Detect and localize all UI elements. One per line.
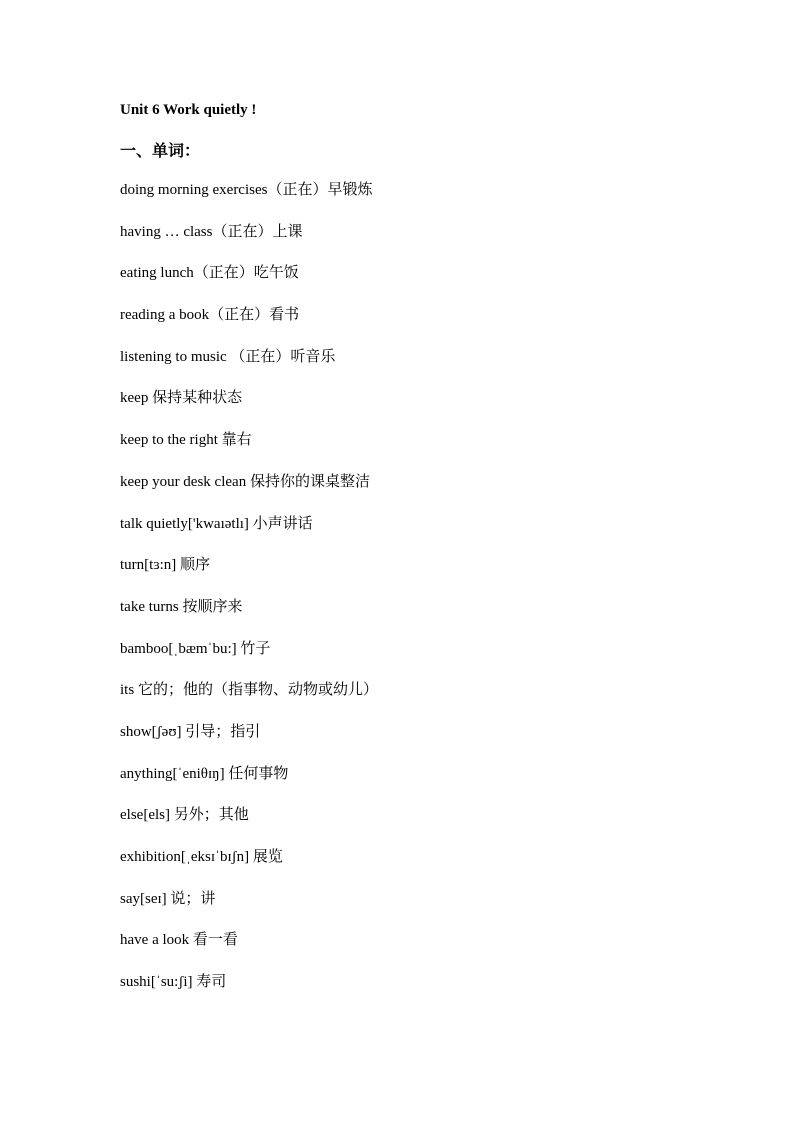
chinese-meaning: 保持某种状态 bbox=[152, 388, 243, 407]
list-item bbox=[120, 554, 378, 596]
english-term: keep bbox=[120, 390, 153, 407]
chinese-meaning: （正在）上课 bbox=[212, 221, 303, 240]
list-item bbox=[120, 971, 378, 1013]
chinese-meaning: （正在）看书 bbox=[209, 305, 300, 324]
list-item bbox=[120, 387, 378, 429]
english-term: listening to music bbox=[120, 348, 231, 365]
vocabulary-list bbox=[120, 179, 378, 1013]
chinese-meaning: 靠右 bbox=[221, 430, 252, 449]
english-term: doing morning exercises bbox=[120, 182, 268, 198]
chinese-meaning: 说；讲 bbox=[170, 888, 216, 907]
chinese-meaning: 小声讲话 bbox=[252, 513, 313, 532]
list-item bbox=[120, 929, 378, 971]
english-term: show[ʃəʊ] bbox=[120, 723, 186, 740]
english-term: keep your desk clean bbox=[120, 473, 250, 490]
chinese-meaning: （正在）早锻炼 bbox=[267, 180, 373, 198]
page-title: Unit 6 Work quietly ! bbox=[120, 102, 257, 118]
english-term: reading a book bbox=[120, 307, 210, 324]
list-item bbox=[120, 221, 378, 263]
list-item bbox=[120, 596, 378, 638]
english-term: turn[tɜ:n] bbox=[120, 557, 181, 574]
list-item bbox=[120, 429, 378, 471]
list-item bbox=[120, 346, 378, 388]
list-item bbox=[120, 513, 378, 555]
english-term: exhibition[ˌeksɪˈbɪʃn] bbox=[120, 849, 253, 865]
chinese-meaning: 引导；指引 bbox=[185, 721, 261, 740]
list-item bbox=[120, 304, 378, 346]
list-item bbox=[120, 721, 378, 763]
chinese-meaning: 看一看 bbox=[192, 930, 238, 949]
chinese-meaning: 竹子 bbox=[240, 638, 271, 657]
english-term: say[seɪ] bbox=[120, 890, 171, 907]
english-term: talk quietly['kwaıətlı] bbox=[120, 515, 253, 532]
chinese-meaning: 顺序 bbox=[180, 555, 211, 574]
list-item bbox=[120, 638, 378, 680]
chinese-meaning: （正在）吃午饭 bbox=[193, 263, 299, 282]
chinese-meaning: 寿司 bbox=[196, 972, 227, 991]
english-term: anything[ˈeniθɪŋ] bbox=[120, 765, 229, 782]
chinese-meaning: 它的；他的（指事物、动物或幼儿） bbox=[137, 680, 378, 699]
english-term: sushi[ˈsu:ʃi] bbox=[120, 974, 197, 991]
english-term: having … class bbox=[120, 223, 213, 240]
english-term: its bbox=[120, 682, 138, 699]
chinese-meaning: 保持你的课桌整洁 bbox=[249, 471, 370, 490]
chinese-meaning: 任何事物 bbox=[228, 763, 289, 782]
list-item bbox=[120, 471, 378, 513]
english-term: take turns bbox=[120, 598, 183, 615]
chinese-meaning: 按顺序来 bbox=[182, 596, 243, 615]
chinese-meaning: 展览 bbox=[252, 847, 283, 865]
english-term: bamboo[ˌbæmˈbu:] bbox=[120, 640, 241, 657]
chinese-meaning: 另外；其他 bbox=[173, 805, 249, 824]
english-term: have a look bbox=[120, 932, 193, 949]
list-item bbox=[120, 846, 378, 888]
english-term: else[els] bbox=[120, 807, 174, 824]
list-item bbox=[120, 179, 378, 221]
list-item bbox=[120, 804, 378, 846]
list-item bbox=[120, 763, 378, 805]
list-item bbox=[120, 888, 378, 930]
chinese-meaning: （正在）听音乐 bbox=[230, 346, 336, 365]
list-item bbox=[120, 262, 378, 304]
list-item bbox=[120, 679, 378, 721]
english-term: eating lunch bbox=[120, 265, 194, 282]
section-heading: 一、单词： bbox=[120, 141, 201, 160]
english-term: keep to the right bbox=[120, 432, 222, 449]
